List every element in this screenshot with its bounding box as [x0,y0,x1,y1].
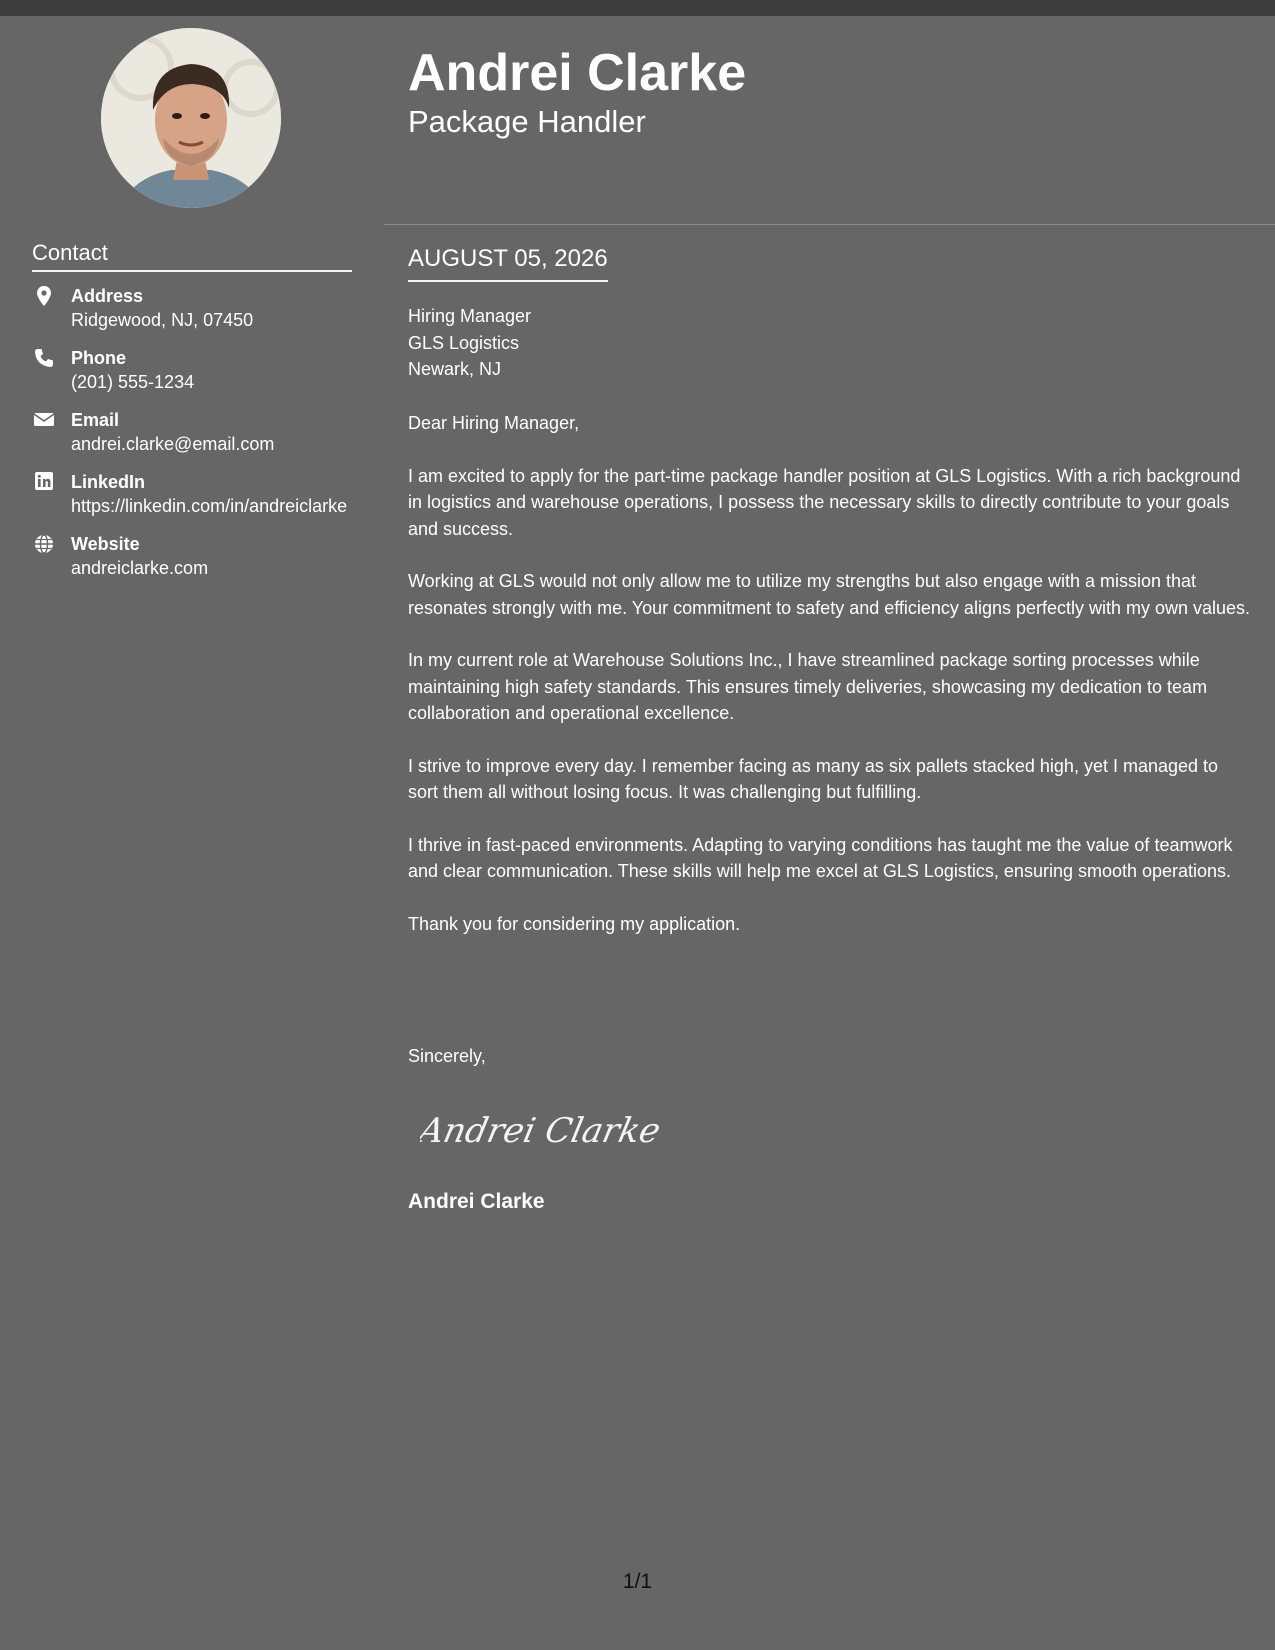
contact-linkedin [32,470,352,518]
address-value: Ridgewood, NJ, 07450 [71,310,254,330]
phone-value: (201) 555-1234 [71,372,195,392]
signature-text: Andrei Clarke [420,1111,660,1151]
contact-website [32,532,352,580]
contact-address [32,284,352,332]
avatar-illustration [101,28,281,208]
contact-label: Phone [71,348,127,368]
top-bar [0,0,1275,16]
applicant-name: Andrei Clarke [408,44,747,102]
contact-email [32,408,352,456]
letter-date: AUGUST 05, 2026 [408,244,608,282]
location-pin-icon [32,286,56,308]
contact-heading: Contact [32,240,352,272]
phone-icon [32,348,56,370]
header-divider [384,224,1275,225]
recipient-line: GLS Logistics [408,332,520,353]
paragraph: In my current role at Warehouse Solutions Inc., I have streamlined package sorting processes while maintaining high safety standards. This ensures timely deliveries, showcasing my dedication to team collaboration and operational excellence. [408,650,1208,723]
signed-name: Andrei Clarke [408,1190,545,1213]
signature-image [420,1100,660,1165]
contact-label: Address [71,286,144,306]
website-value[interactable]: andreiclarke.com [71,558,209,578]
recipient-line: Newark, NJ [408,359,502,379]
email-value[interactable]: andrei.clarke@email.com [71,434,275,454]
linkedin-value[interactable]: https://linkedin.com/in/andreiclarke [71,496,348,516]
globe-icon [32,534,56,556]
contact-label: LinkedIn [71,472,146,492]
closing: Sincerely, [408,1046,486,1066]
paragraph: I am excited to apply for the part-time package handler position at GLS Logistics. With a rich background in logistics and warehouse operations, I possess the necessary skills to directly contribute to your goals and success. [408,465,1241,539]
contact-list [32,284,352,594]
envelope-icon [32,410,56,432]
recipient-line: Hiring Manager [408,306,532,326]
contact-phone [32,346,352,394]
recipient-block [408,303,531,383]
paragraph: I thrive in fast-paced environments. Adapting to varying conditions has taught me the value of teamwork and clear communication. These skills will help me excel at GLS Logistics, ensuring smooth operations. [408,834,1233,881]
greeting: Dear Hiring Manager, [408,413,580,433]
paragraph: I strive to improve every day. I remember facing as many as six pallets stacked high, yet I managed to sort them all without losing focus. It was challenging but fulfilling. [408,755,1219,802]
linkedin-icon [32,472,56,494]
contact-label: Email [71,410,120,430]
paragraph: Working at GLS would not only allow me to utilize my strengths but also engage with a mission that resonates strongly with me. Your commitment to safety and efficiency aligns perfectly with my own values. [408,571,1251,618]
contact-label: Website [71,534,140,554]
page-number: 1/1 [622,1570,653,1593]
profile-photo [101,28,281,208]
letter-body [408,410,1253,963]
paragraph: Thank you for considering my application. [408,913,741,934]
job-title: Package Handler [408,104,646,139]
